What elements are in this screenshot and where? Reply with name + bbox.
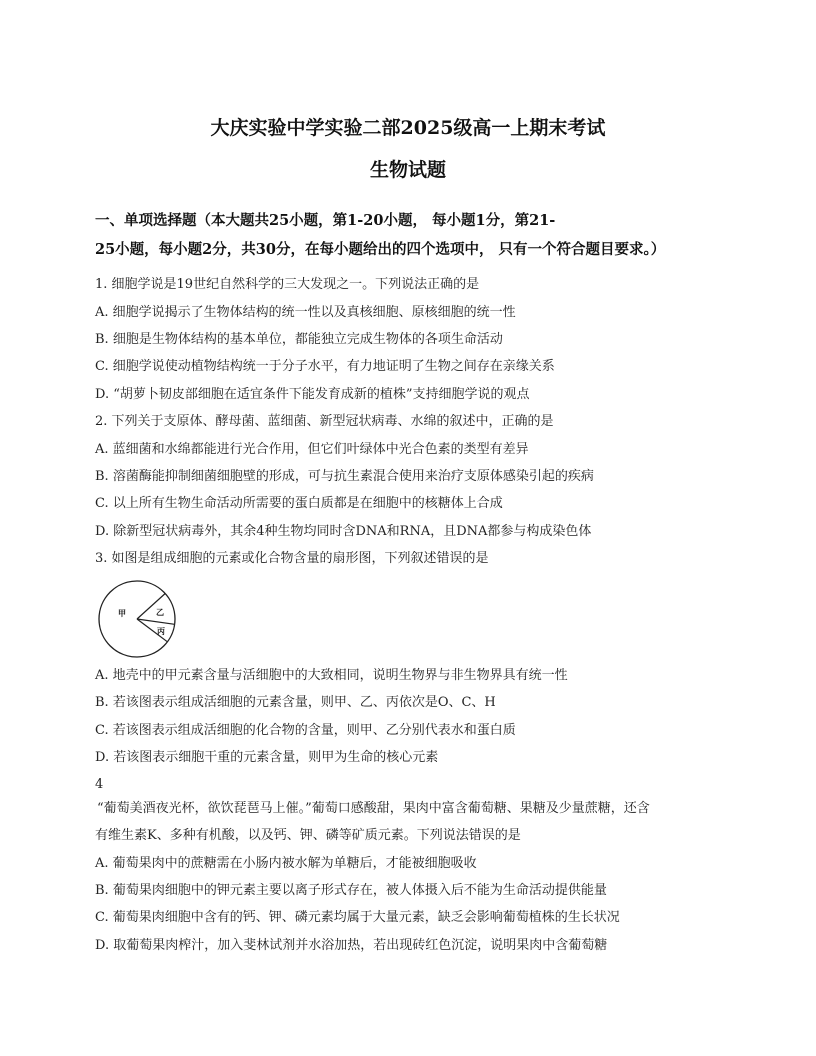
question-2-option-b: B. 溶菌酶能抑制细菌细胞壁的形成，可与抗生素混合使用来治疗支原体感染引起的疾病 <box>95 469 594 484</box>
question-3-option-b: B. 若该图表示组成活细胞的元素含量，则甲、乙、丙依次是O、C、H <box>95 695 496 710</box>
question-3-option-c: C. 若该图表示组成活细胞的化合物的含量，则甲、乙分别代表水和蛋白质 <box>95 723 516 738</box>
question-4-option-c: C. 葡萄果肉细胞中含有的钙、钾、磷元素均属于大量元素，缺乏会影响葡萄植株的生长状况 <box>95 910 620 925</box>
question-2-option-d: D. 除新型冠状病毒外，其余4种生物均同时含DNA和RNA，且DNA都参与构成染色体 <box>95 524 592 539</box>
question-2-option-a: A. 蓝细菌和水绵都能进行光合作用，但它们叶绿体中光合色素的类型有差异 <box>95 442 529 457</box>
question-1-option-c: C. 细胞学说使动植物结构统一于分子水平，有力地证明了生物之间存在亲缘关系 <box>95 359 555 374</box>
question-1-option-b: B. 细胞是生物体结构的基本单位，都能独立完成生物体的各项生命活动 <box>95 332 503 347</box>
question-4-number: 4 <box>95 777 104 792</box>
question-3-option-d: D. 若该图表示细胞干重的元素含量，则甲为生命的核心元素 <box>95 750 439 765</box>
section-heading-line-1: 一、单项选择题（本大题共25小题，第1-20小题， 每小题1分，第21- <box>95 212 556 229</box>
question-4-option-b: B. 葡萄果肉细胞中的钾元素主要以离子形式存在，被人体摄入后不能为生命活动提供能量 <box>95 883 607 898</box>
question-3-option-a: A. 地壳中的甲元素含量与活细胞中的大致相同，说明生物界与非生物界具有统一性 <box>95 668 568 683</box>
pie-chart-svg <box>96 578 178 660</box>
question-4-stem-line-2: 有维生素K、多种有机酸，以及钙、钾、磷等矿质元素。下列说法错误的是 <box>95 828 521 843</box>
question-1-stem: 1. 细胞学说是19世纪自然科学的三大发现之一。下列说法正确的是 <box>95 277 480 292</box>
question-1-option-a: A. 细胞学说揭示了生物体结构的统一性以及真核细胞、原核细胞的统一性 <box>95 305 516 320</box>
pie-label-jia: 甲 <box>118 609 126 618</box>
question-2-stem: 2. 下列关于支原体、酵母菌、蓝细菌、新型冠状病毒、水绵的叙述中，正确的是 <box>95 414 554 429</box>
question-2-option-c: C. 以上所有生物生命活动所需要的蛋白质都是在细胞中的核糖体上合成 <box>95 496 503 511</box>
question-1-option-d: D. “胡萝卜韧皮部细胞在适宜条件下能发育成新的植株”支持细胞学说的观点 <box>95 387 530 402</box>
question-4-stem-line-1: “葡萄美酒夜光杯，欲饮琵琶马上催。”葡萄口感酸甜，果肉中富含葡萄糖、果糖及少量蔗糖，还含 <box>97 801 650 816</box>
pie-label-yi: 乙 <box>156 608 164 617</box>
section-heading-line-2: 25小题，每小题2分，共30分，在每小题给出的四个选项中， 只有一个符合题目要求。） <box>95 241 666 258</box>
exam-title: 大庆实验中学实验二部2025级高一上期末考试 <box>210 117 606 139</box>
question-3-stem: 3. 如图是组成细胞的元素或化合物含量的扇形图，下列叙述错误的是 <box>95 551 489 566</box>
exam-subtitle: 生物试题 <box>369 159 446 181</box>
question-4-option-a: A. 葡萄果肉中的蔗糖需在小肠内被水解为单糖后，才能被细胞吸收 <box>95 856 477 871</box>
question-4-option-d: D. 取葡萄果肉榨汁，加入斐林试剂并水浴加热，若出现砖红色沉淀，说明果肉中含葡萄糖 <box>95 938 608 953</box>
pie-label-bing: 丙 <box>157 627 165 636</box>
pie-chart-figure <box>96 578 178 660</box>
